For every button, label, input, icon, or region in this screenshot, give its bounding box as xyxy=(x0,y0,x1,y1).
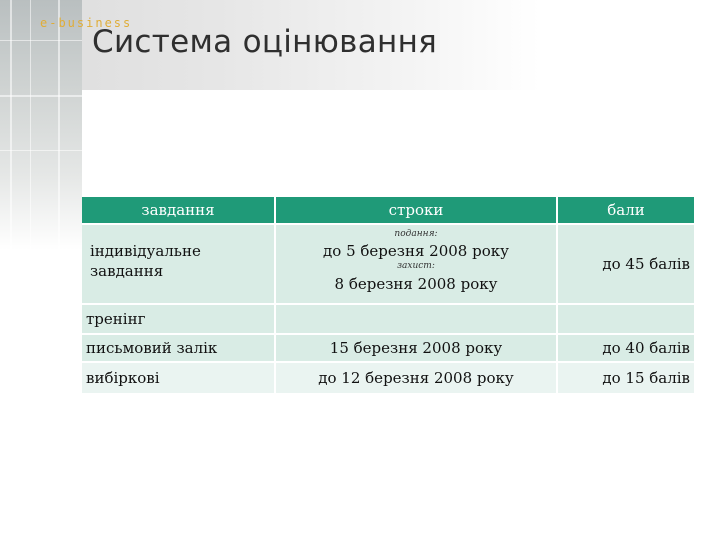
points-text: до 45 балів xyxy=(602,255,690,273)
decorative-image-panel xyxy=(0,0,82,250)
deadline-text: до 12 березня 2008 року xyxy=(318,369,514,387)
header-points: бали xyxy=(558,197,694,225)
deadline-defense: 8 березня 2008 року xyxy=(334,275,498,293)
grading-table xyxy=(82,197,694,393)
task-cell xyxy=(82,363,276,393)
deadline-label-defense: захист: xyxy=(397,261,435,271)
header-deadline: строки xyxy=(276,197,558,225)
points-text: до 15 балів xyxy=(602,369,690,387)
points-cell xyxy=(558,225,694,305)
deadline-cell xyxy=(276,335,558,363)
table-row xyxy=(82,335,694,363)
table-row xyxy=(82,305,694,335)
task-text: вибіркові xyxy=(86,369,160,387)
deadline-label-submission: подання: xyxy=(394,229,438,239)
deadline-text: 15 березня 2008 року xyxy=(329,339,503,357)
brand-label: e-business xyxy=(40,16,133,30)
points-cell xyxy=(558,335,694,363)
table-row xyxy=(82,225,694,305)
points-cell xyxy=(558,363,694,393)
page-title: Система оцінювання xyxy=(92,24,438,60)
deadline-cell xyxy=(276,305,558,335)
task-text: індивідуальне завдання xyxy=(90,242,201,280)
points-cell xyxy=(558,305,694,335)
deadline-cell xyxy=(276,225,558,305)
task-cell xyxy=(82,335,276,363)
task-cell xyxy=(82,225,276,305)
deadline-submission: до 5 березня 2008 року xyxy=(323,242,509,260)
table-header-row xyxy=(82,197,694,225)
task-text: тренінг xyxy=(86,310,146,328)
task-text: письмовий залік xyxy=(86,339,218,357)
deadline-cell xyxy=(276,363,558,393)
header-task: завдання xyxy=(82,197,276,225)
table-row xyxy=(82,363,694,393)
task-cell xyxy=(82,305,276,335)
points-text: до 40 балів xyxy=(602,339,690,357)
